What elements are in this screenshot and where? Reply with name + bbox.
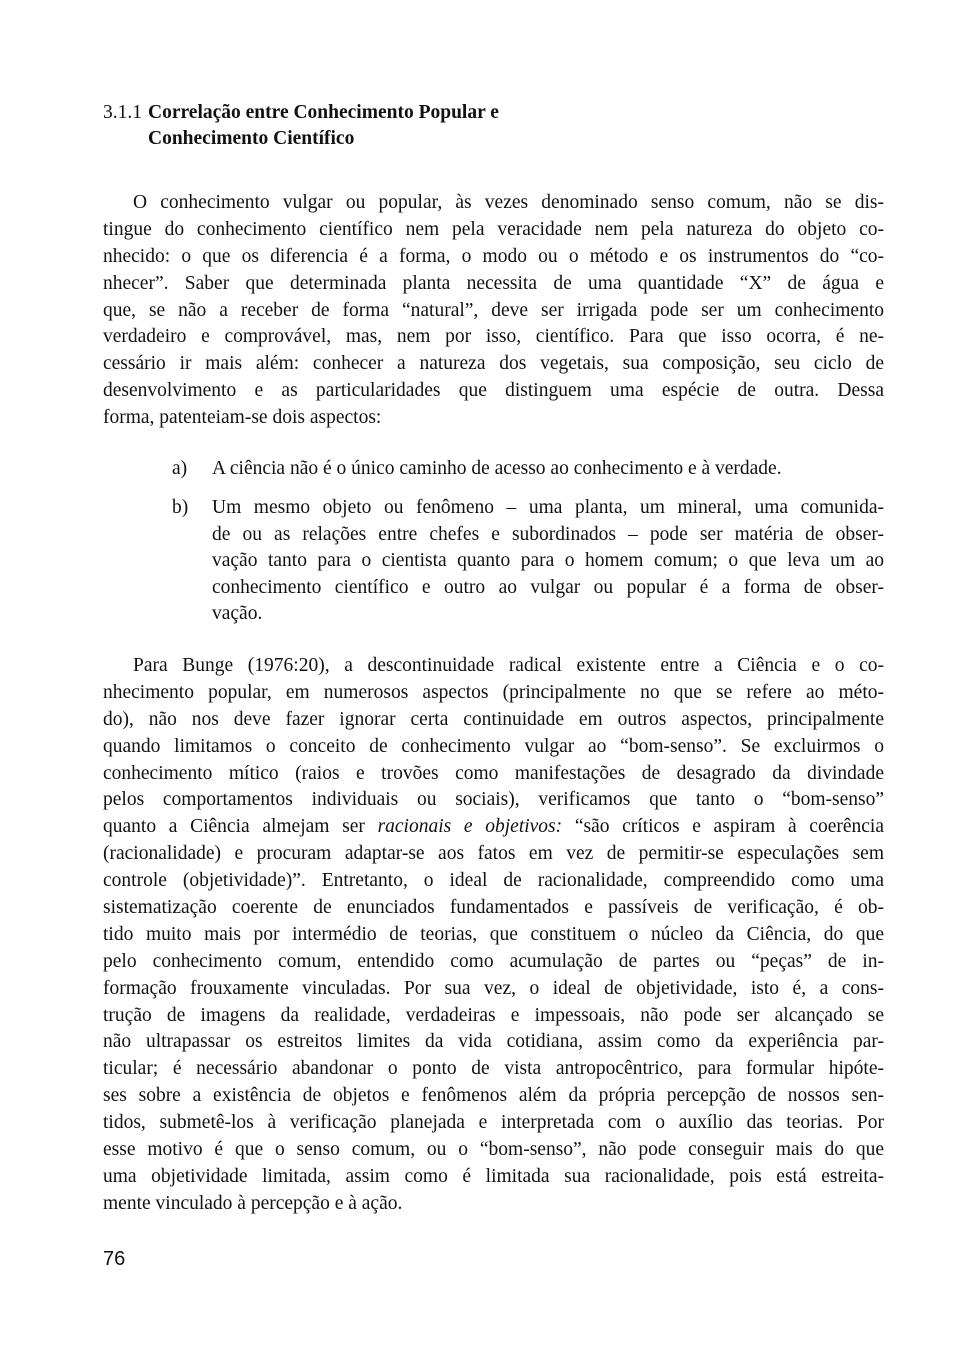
text-line: nhecimento popular, em numerosos aspectos (principalmente no que se refere ao méto-: [103, 681, 884, 703]
text-line: Um mesmo objeto ou fenômeno – uma planta, um mineral, uma comunida-: [212, 497, 884, 518]
text-line: controle (objetividade)”. Entretanto, o ideal de racionalidade, compreendido como uma: [103, 870, 884, 892]
text-line: desenvolvimento e as particularidades que distinguem uma espécie de outra. Dessa: [103, 380, 884, 402]
text-line: pelo conhecimento comum, entendido como acumulação de partes ou “peças” de in-: [103, 950, 884, 972]
text-line: cessário ir mais além: conhecer a natureza dos vegetais, sua composição, seu ciclo de: [103, 353, 884, 375]
text-line: verdadeiro e comprovável, mas, nem por isso, científico. Para que isso ocorra, é ne-: [103, 326, 884, 348]
text-line: quando limitamos o conceito de conhecimento vulgar ao “bom-senso”. Se excluirmos o: [103, 735, 884, 757]
text-line: esse motivo é que o senso comum, ou o “bom-senso”, não pode conseguir mais do que: [103, 1139, 884, 1161]
page-number: 76: [103, 1248, 126, 1270]
section-title-line: Conhecimento Científico: [148, 128, 355, 149]
section-title: [148, 100, 499, 152]
text-line: trução de imagens da realidade, verdadeiras e impessoais, não pode ser alcançado se: [103, 1004, 884, 1026]
paragraph-2: [103, 653, 884, 1218]
list-item-b: [172, 495, 884, 628]
list-marker: b): [172, 497, 189, 518]
italic-phrase: racionais e objetivos:: [377, 816, 563, 838]
list-item-a: [172, 456, 884, 483]
section-title-line: Correlação entre Conhecimento Popular e: [148, 102, 499, 123]
text-line: (racionalidade) e procuram adaptar-se aos fatos em vez de permitir-se especulações sem: [103, 843, 884, 865]
text-line: mente vinculado à percepção e à ação.: [103, 1192, 403, 1214]
text-line: O conhecimento vulgar ou popular, às vezes denominado senso comum, não se dis-: [133, 192, 884, 213]
text-line: nhecer”. Saber que determinada planta necessita de uma quantidade “X” de água e: [103, 272, 884, 294]
text-line: uma objetividade limitada, assim como é limitada sua racionalidade, pois está estreita-: [103, 1165, 884, 1187]
text-line: conhecimento mítico (raios e trovões como manifestações de desagrado da divindade: [103, 762, 884, 784]
text-line: vação.: [212, 603, 263, 625]
text-line: tidos, submetê-los à verificação planejada e interpretada com o auxílio das teorias. Por: [103, 1112, 884, 1134]
text-line: [103, 814, 884, 841]
text-line: de ou as relações entre chefes e subordinados – pode ser matéria de obser-: [212, 523, 884, 545]
text-line: do), não nos deve fazer ignorar certa continuidade em outros aspectos, principalmente: [103, 708, 884, 730]
text-line: ses sobre a existência de objetos e fenômenos além da própria percepção de nossos sen-: [103, 1085, 884, 1107]
text-line: sistematização coerente de enunciados fundamentados e passíveis de verificação, é ob-: [103, 897, 884, 919]
text-line: forma, patenteiam-se dois aspectos:: [103, 407, 382, 429]
text-line: Para Bunge (1976:20), a descontinuidade radical existente entre a Ciência e o co-: [133, 655, 884, 676]
text-line: conhecimento científico e outro ao vulgar ou popular é a forma de obser-: [212, 576, 884, 598]
text-line: formação frouxamente vinculadas. Por sua vez, o ideal de objetividade, isto é, a cons-: [103, 977, 884, 999]
text-line: tingue do conhecimento científico nem pela veracidade nem pela natureza do objeto co-: [103, 218, 884, 240]
paragraph-1: [103, 190, 884, 432]
text-line: não ultrapassar os estreitos limites da vida cotidiana, assim como da experiência par-: [103, 1031, 884, 1053]
text-line: pelos comportamentos individuais ou sociais), verificamos que tanto o “bom-senso”: [103, 789, 884, 811]
text-line: que, se não a receber de forma “natural”, deve ser irrigada pode ser um conhecimento: [103, 299, 884, 321]
text-span: quanto a Ciência almejam ser: [103, 816, 378, 838]
text-span: “são críticos e aspiram à coerência: [562, 816, 884, 838]
text-line: nhecido: o que os diferencia é a forma, o modo ou o método e os instrumentos do “co-: [103, 245, 884, 267]
text-line: tido muito mais por intermédio de teorias, que constituem o núcleo da Ciência, do que: [103, 923, 884, 945]
text-line: A ciência não é o único caminho de acesso ao conhecimento e à verdade.: [212, 458, 782, 479]
text-line: vação tanto para o cientista quanto para o homem comum; o que leva um ao: [212, 550, 884, 572]
text-line: ticular; é necessário abandonar o ponto de vista antropocêntrico, para formular hipóte-: [103, 1058, 884, 1080]
list-marker: a): [172, 458, 188, 479]
section-number: 3.1.1: [103, 102, 142, 123]
